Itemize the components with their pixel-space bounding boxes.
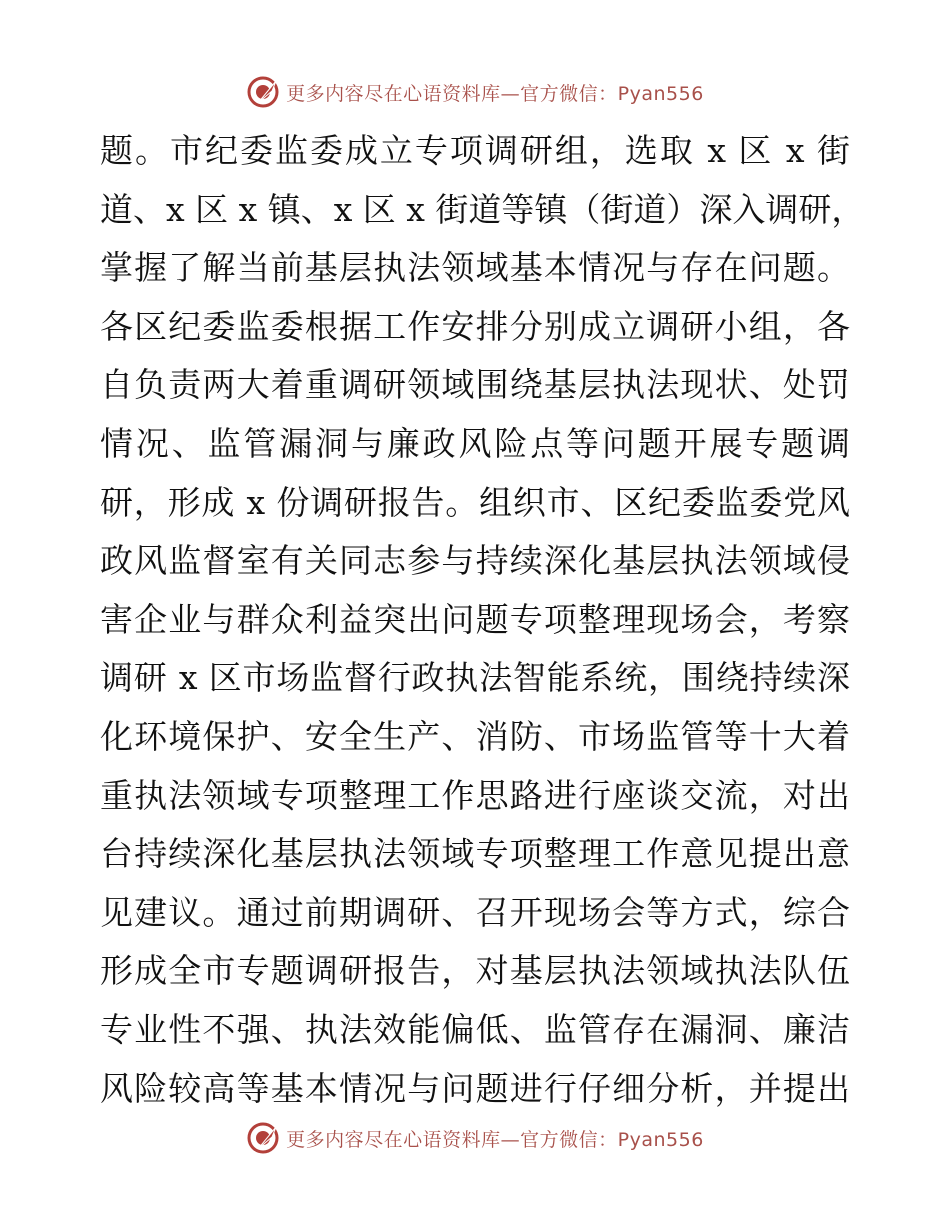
- body-line: 道、x 区 x 镇、x 区 x 街道等镇（街道）深入调研，: [100, 189, 865, 229]
- body-line: 台持续深化基层执法领域专项整理工作意见提出意: [100, 834, 850, 874]
- quill-logo-icon: [246, 1121, 280, 1155]
- body-line: 害企业与群众利益突出问题专项整理现场会，考察: [100, 599, 850, 639]
- body-line: 题。市纪委监委成立专项调研组，选取 x 区 x 街: [100, 131, 850, 170]
- body-line: 形成全市专题调研报告，对基层执法领域执法队伍: [100, 951, 850, 991]
- banner-text: [286, 79, 704, 106]
- body-line: 情况、监管漏洞与廉政风险点等问题开展专题调: [100, 423, 850, 463]
- footer-watermark-banner: [0, 1118, 950, 1158]
- body-line: 政风监督室有关同志参与持续深化基层执法领域侵: [100, 541, 850, 581]
- body-line: 见建议。通过前期调研、召开现场会等方式，综合: [100, 892, 850, 932]
- banner-text: [286, 1125, 704, 1152]
- body-line: 风险较高等基本情况与问题进行仔细分析，并提出: [100, 1068, 850, 1108]
- banner-main-text: 更多内容尽在心语资料库—: [286, 1128, 521, 1151]
- body-line: 专业性不强、执法效能偏低、监管存在漏洞、廉洁: [100, 1009, 850, 1049]
- body-line: 各区纪委监委根据工作安排分别成立调研小组，各: [100, 306, 850, 346]
- body-line: 自负责两大着重调研领域围绕基层执法现状、处罚: [100, 365, 850, 405]
- document-body: [100, 122, 865, 1118]
- banner-wechat-text: 官方微信：Pyan556: [520, 82, 704, 105]
- body-line: 研，形成 x 份调研报告。组织市、区纪委监委党风: [100, 482, 850, 522]
- banner-wechat-text: 官方微信：Pyan556: [520, 1128, 704, 1151]
- body-line: 重执法领域专项整理工作思路进行座谈交流，对出: [100, 775, 850, 815]
- body-line: 化环境保护、安全生产、消防、市场监管等十大着: [100, 716, 850, 756]
- banner-main-text: 更多内容尽在心语资料库—: [286, 82, 521, 105]
- body-line: 调研 x 区市场监督行政执法智能系统，围绕持续深: [100, 658, 850, 698]
- body-line: 掌握了解当前基层执法领域基本情况与存在问题。: [100, 248, 850, 288]
- header-watermark-banner: [0, 72, 950, 112]
- quill-logo-icon: [246, 75, 280, 109]
